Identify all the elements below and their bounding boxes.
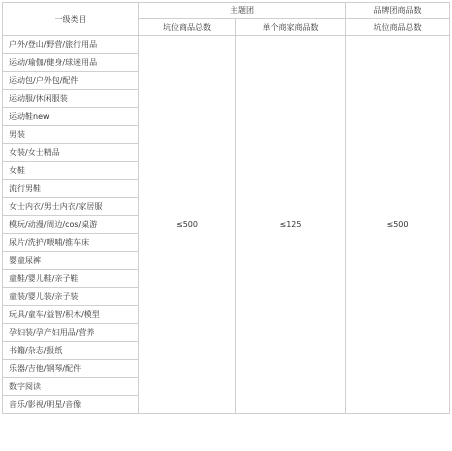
category-cell: 尿片/洗护/喂哺/推车床 [3, 234, 139, 252]
table-row [3, 36, 450, 54]
category-cell: 流行男鞋 [3, 180, 139, 198]
category-cell: 玩具/童车/益智/积木/模型 [3, 306, 139, 324]
category-cell: 女士内衣/男士内衣/家居服 [3, 198, 139, 216]
theme-group-header: 主题团 [139, 3, 346, 19]
brand-slot-total-header: 坑位商品总数 [346, 19, 450, 36]
category-cell: 书籍/杂志/报纸 [3, 342, 139, 360]
header-row-1 [3, 3, 450, 19]
category-cell: 女鞋 [3, 162, 139, 180]
category-cell: 数字阅读 [3, 378, 139, 396]
theme-per-merchant-header: 单个商家商品数 [236, 19, 346, 36]
category-cell: 运动鞋new [3, 108, 139, 126]
category-cell: 乐器/吉他/钢琴/配件 [3, 360, 139, 378]
category-cell: 音乐/影视/明星/音像 [3, 396, 139, 414]
category-cell: 童装/婴儿装/亲子装 [3, 288, 139, 306]
category-cell: 户外/登山/野营/旅行用品 [3, 36, 139, 54]
category-cell: 运动/瑜伽/健身/球迷用品 [3, 54, 139, 72]
category-cell: 女装/女士精品 [3, 144, 139, 162]
category-cell: 孕妇装/孕产妇用品/营养 [3, 324, 139, 342]
category-cell: 模玩/动漫/周边/cos/桌游 [3, 216, 139, 234]
category-cell: 婴童尿裤 [3, 252, 139, 270]
category-column-header: 一级类目 [3, 3, 139, 36]
category-cell: 运动服/休闲服装 [3, 90, 139, 108]
theme-slot-total-header: 坑位商品总数 [139, 19, 236, 36]
category-quota-table [2, 2, 450, 414]
category-cell: 男装 [3, 126, 139, 144]
category-cell: 童鞋/婴儿鞋/亲子鞋 [3, 270, 139, 288]
theme-slot-total-value: ≤500 [139, 36, 236, 414]
brand-group-header: 品牌团商品数 [346, 3, 450, 19]
brand-slot-total-value: ≤500 [346, 36, 450, 414]
category-cell: 运动包/户外包/配件 [3, 72, 139, 90]
theme-per-merchant-value: ≤125 [236, 36, 346, 414]
